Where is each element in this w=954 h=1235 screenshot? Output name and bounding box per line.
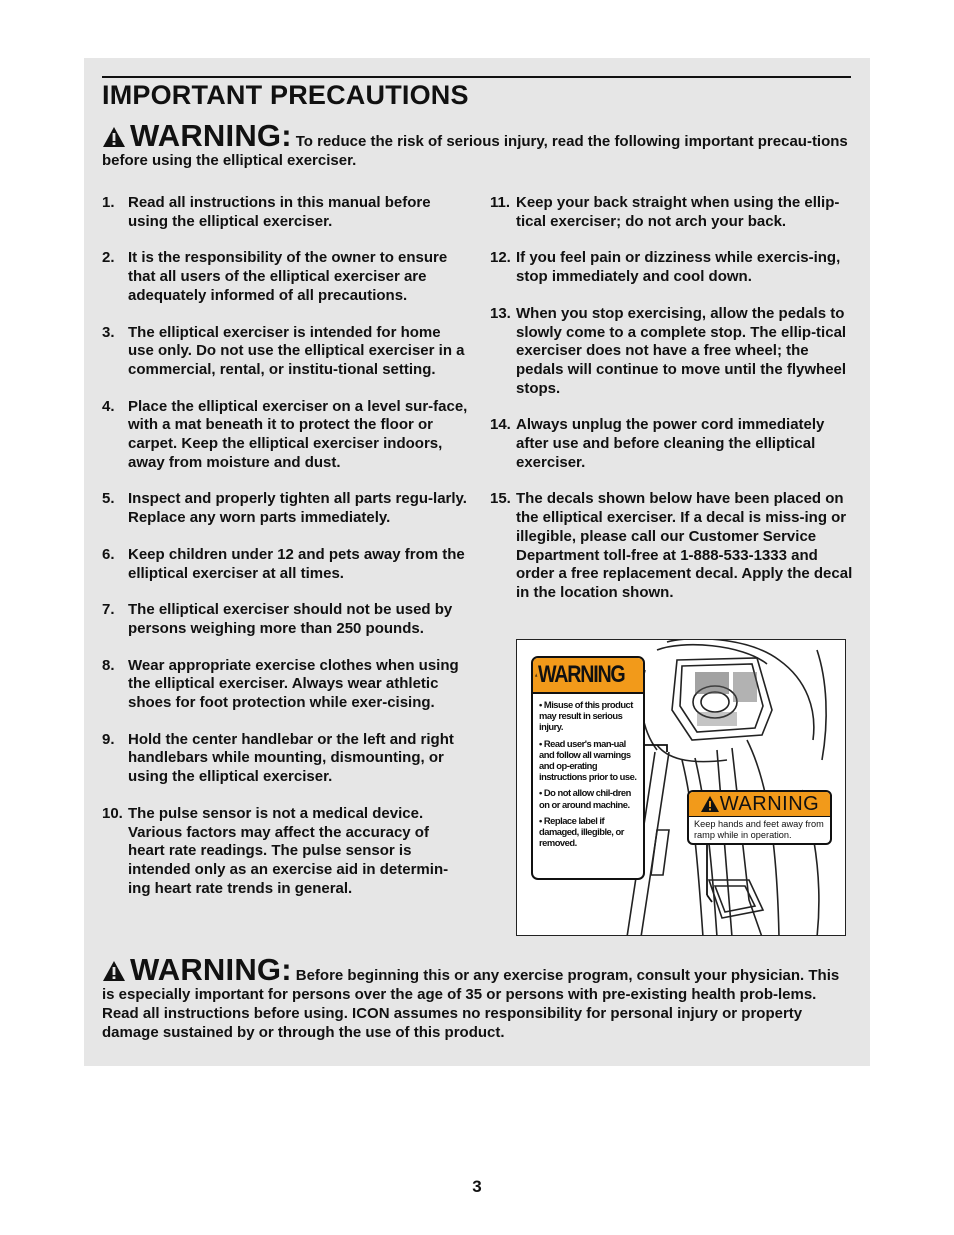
- precaution-item: [102, 194, 468, 231]
- item-text: Inspect and properly tighten all parts regu-larly. Replace any worn parts immediately.: [128, 490, 467, 527]
- decal-heading: WARNING: [537, 661, 625, 688]
- warning-label: WARNING:: [130, 952, 292, 987]
- item-number: 1.: [102, 194, 115, 211]
- warning-bottom: [102, 952, 854, 1042]
- warning-top-text: To reduce the risk of serious injury, read the following important precau-tions before using the elliptical exerciser.: [102, 133, 848, 169]
- precaution-item: [102, 490, 468, 527]
- decal-item: • Read user's man-ual and follow all warnings and op-erating instructions prior to use.: [539, 737, 637, 783]
- item-number: 2.: [102, 249, 115, 267]
- item-text: Keep children under 12 and pets away from the elliptical exerciser at all times.: [128, 545, 465, 582]
- item-number: 10.: [102, 804, 123, 822]
- item-text: Keep your back straight when using the ellip-tical exerciser; do not arch your back.: [516, 194, 840, 230]
- decal-item: • Misuse of this product may result in serious injury.: [539, 699, 633, 733]
- item-text: When you stop exercising, allow the pedals to slowly come to a complete stop. The ellip-tical exerciser does not have a free wheel; the pedals will continue to move until the flywheel stops.: [516, 304, 847, 397]
- item-text: The decals shown below have been placed on the elliptical exerciser. If a decal is miss-ing or illegible, please call our Customer Service Department toll-free at 1-888-533-1333 and order a free replacement decal. Apply the decal in the location shown.: [516, 490, 853, 601]
- decal-header: [533, 658, 643, 694]
- precaution-item: [102, 601, 468, 638]
- small-warning-decal: [687, 790, 832, 845]
- item-number: 3.: [102, 323, 115, 341]
- decal-item-text: Misuse of this product may result in serious injury.: [539, 699, 633, 733]
- item-number: 4.: [102, 397, 115, 415]
- top-rule: [102, 76, 851, 78]
- decal-text: Keep hands and feet away from ramp while in operation.: [694, 819, 824, 840]
- precaution-item: [102, 657, 468, 713]
- item-number: 14.: [490, 416, 511, 434]
- precaution-item: [102, 324, 468, 380]
- decal-heading: WARNING: [719, 792, 820, 815]
- item-text: Read all instructions in this manual before using the elliptical exerciser.: [128, 194, 431, 230]
- page-title: IMPORTANT PRECAUTIONS: [102, 80, 469, 110]
- item-text: It is the responsibility of the owner to ensure that all users of the elliptical exerciser are adequately informed of all precautions.: [128, 249, 448, 304]
- item-text: Always unplug the power cord immediately after use and before cleaning the elliptical exerciser.: [516, 416, 825, 471]
- precaution-item: [490, 490, 856, 602]
- decal-header: [689, 792, 830, 817]
- decal-illustration: [516, 639, 846, 936]
- decal-item: • Do not allow chil-dren on or around machine.: [539, 787, 631, 810]
- decal-item-text: Do not allow chil-dren on or around machine.: [539, 787, 631, 810]
- precaution-item: [102, 731, 468, 787]
- item-number: 15.: [490, 490, 511, 508]
- precaution-item: [490, 416, 856, 472]
- item-number: 13.: [490, 304, 511, 322]
- item-text: If you feel pain or dizziness while exercis-ing, stop immediately and cool down.: [516, 249, 841, 286]
- item-number: 5.: [102, 490, 115, 508]
- precaution-item: [102, 805, 468, 899]
- decal-item-text: Replace label if damaged, illegible, or removed.: [539, 814, 624, 849]
- large-warning-decal: [531, 656, 645, 880]
- item-number: 6.: [102, 545, 115, 563]
- warning-top: [102, 118, 854, 170]
- warning-label: WARNING:: [130, 118, 292, 153]
- item-number: 11.: [490, 194, 511, 211]
- warning-triangle-icon: [700, 795, 720, 813]
- precaution-item: [102, 546, 468, 583]
- item-text: Hold the center handlebar or the left and right handlebars while mounting, dismounting, or using the elliptical exerciser.: [128, 730, 454, 786]
- decal-list: [533, 694, 643, 848]
- item-number: 8.: [102, 656, 115, 674]
- decal-item-text: Read user's man-ual and follow all warnings and op-erating instructions prior to use.: [539, 737, 637, 783]
- decal-item: • Replace label if damaged, illegible, or removed.: [539, 814, 624, 849]
- item-number: 7.: [102, 601, 115, 619]
- precaution-item: [490, 249, 856, 286]
- warning-bottom-text: Before beginning this or any exercise program, consult your physician. This is especially important for persons over the age of 35 or persons with pre-existing health prob-lems. Read all instructions before using. ICON assumes no responsibility for personal injury or property damage sustained by or through the use of this product.: [102, 967, 840, 1041]
- precaution-item: [490, 194, 856, 231]
- item-number: 12.: [490, 249, 511, 267]
- item-text: Wear appropriate exercise clothes when using the elliptical exerciser. Always wear athletic shoes for foot protection while exer-cising.: [128, 656, 459, 712]
- precautions-right-column: [490, 194, 856, 621]
- precaution-item: [490, 305, 856, 399]
- item-text: Place the elliptical exerciser on a level sur-face, with a mat beneath it to protect the floor or carpet. Keep the elliptical exerciser indoors, away from moisture and dust.: [128, 397, 468, 471]
- item-text: The elliptical exerciser should not be used by persons weighing more than 250 pounds.: [128, 601, 453, 637]
- precaution-item: [102, 398, 468, 473]
- precautions-left-column: [102, 194, 468, 916]
- page-number: 3: [472, 1177, 482, 1196]
- item-text: The elliptical exerciser is intended for home use only. Do not use the elliptical exerciser in a commercial, rental, or institu-tional setting.: [128, 323, 465, 378]
- warning-triangle-icon: [102, 960, 126, 982]
- item-number: 9.: [102, 730, 115, 748]
- precaution-item: [102, 249, 468, 305]
- warning-triangle-icon: [102, 126, 126, 148]
- item-text: The pulse sensor is not a medical device. Various factors may affect the accuracy of heart rate readings. The pulse sensor is intended only as an exercise aid in determin-ing heart rate trends in general.: [128, 804, 449, 897]
